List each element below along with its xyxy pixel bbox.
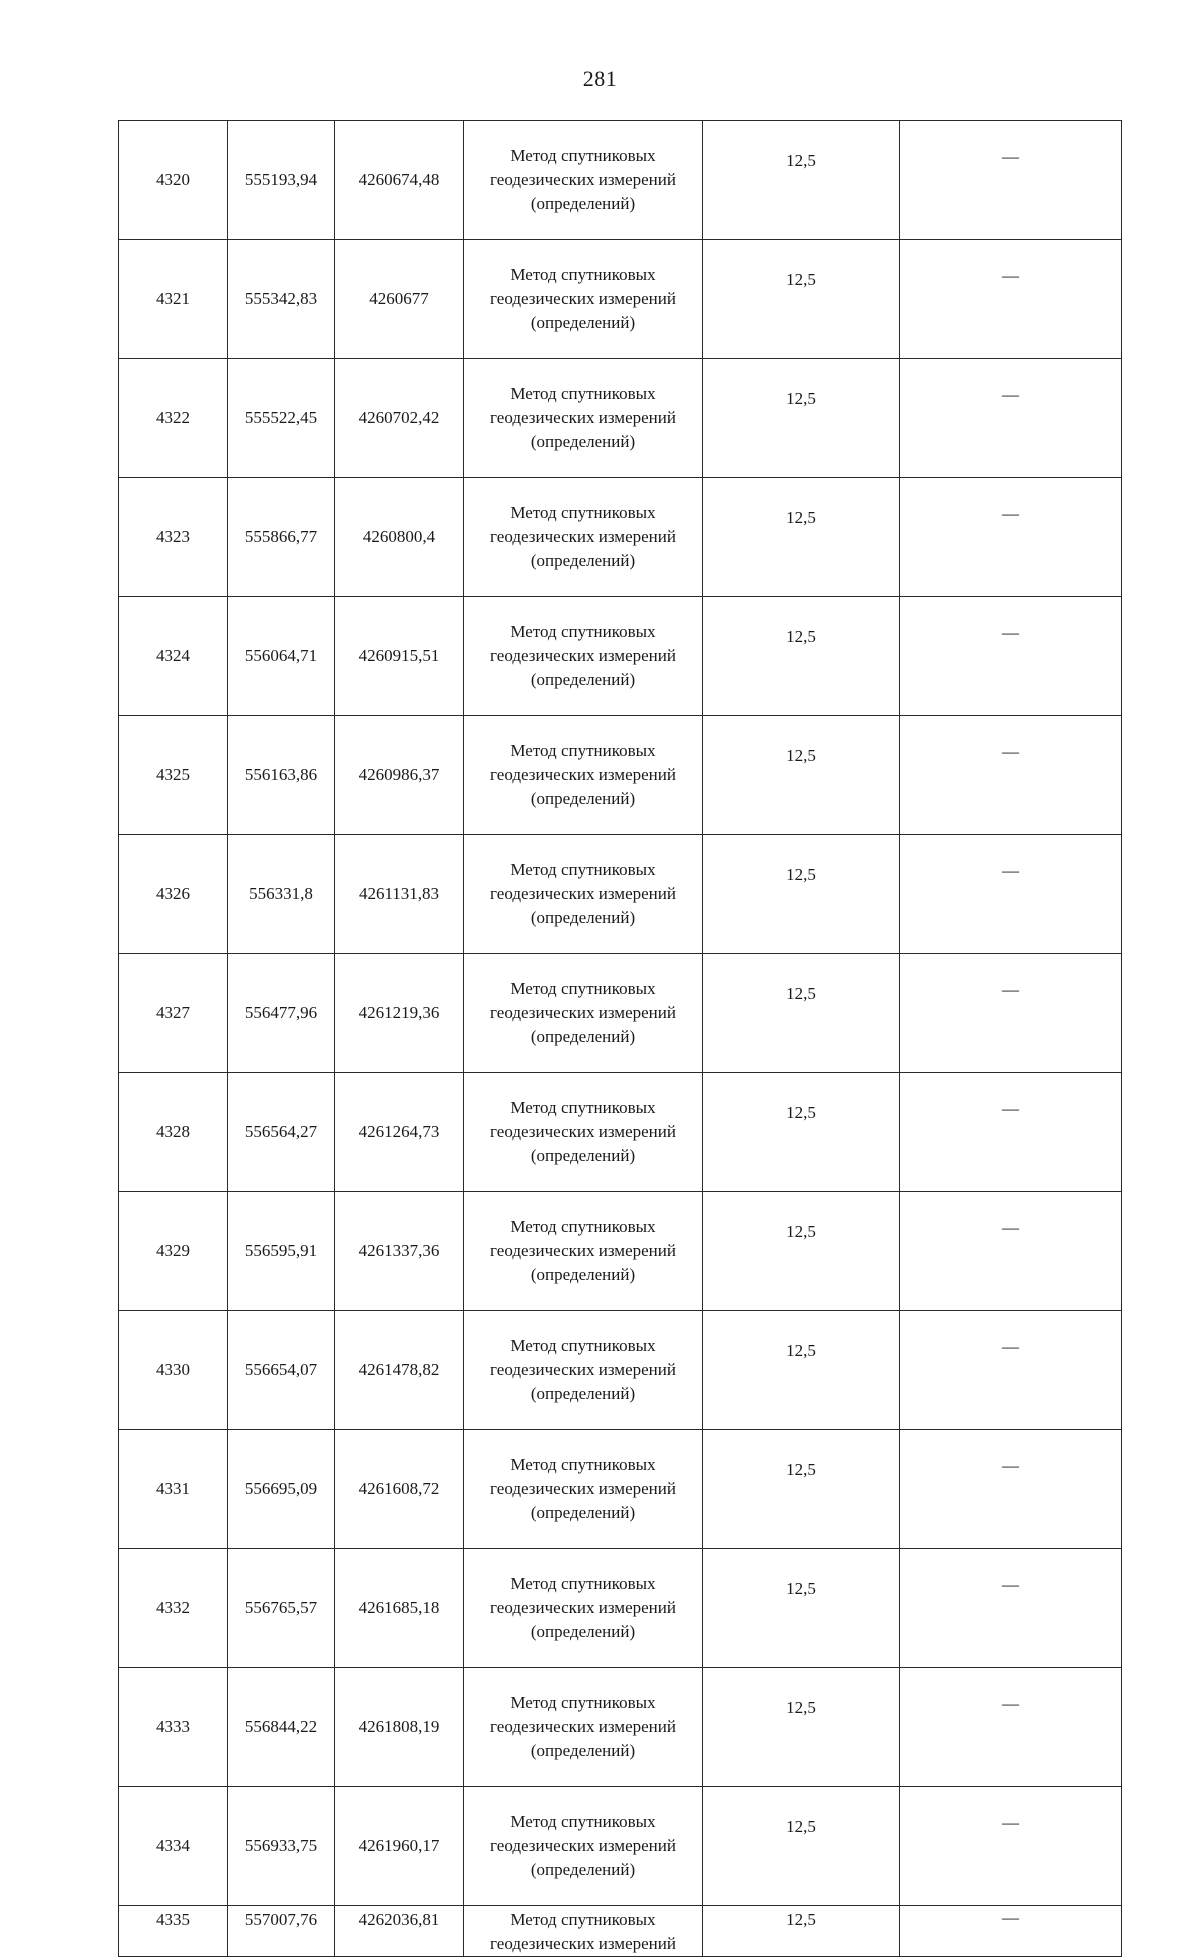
x-coordinate-cell: 555522,45 <box>228 359 335 478</box>
x-coordinate-cell: 556064,71 <box>228 597 335 716</box>
table-row <box>119 835 1122 954</box>
method-text-line: Метод спутниковых <box>510 503 656 522</box>
method-text-line: геодезических измерений <box>490 1122 676 1141</box>
point-number-cell: 4332 <box>119 1549 228 1668</box>
x-coordinate-cell: 555193,94 <box>228 121 335 240</box>
y-coordinate-cell: 4262036,81 <box>335 1906 464 1957</box>
accuracy-cell: 12,5 <box>703 1192 900 1311</box>
x-coordinate-cell: 555866,77 <box>228 478 335 597</box>
method-text-line: геодезических измерений <box>490 1003 676 1022</box>
y-coordinate-cell: 4260674,48 <box>335 121 464 240</box>
accuracy-cell: 12,5 <box>703 1668 900 1787</box>
method-cell <box>464 1192 703 1311</box>
x-coordinate-cell: 556933,75 <box>228 1787 335 1906</box>
x-coordinate-cell: 556765,57 <box>228 1549 335 1668</box>
x-coordinate-cell: 556163,86 <box>228 716 335 835</box>
table-row <box>119 1668 1122 1787</box>
method-text-line: Метод спутниковых <box>510 741 656 760</box>
method-text-line: (определений) <box>530 1622 636 1641</box>
accuracy-cell: 12,5 <box>703 716 900 835</box>
method-text-line: Метод спутниковых <box>510 1910 656 1929</box>
accuracy-cell: 12,5 <box>703 121 900 240</box>
y-coordinate-cell: 4261478,82 <box>335 1311 464 1430</box>
method-text-line: Метод спутниковых <box>510 1217 656 1236</box>
method-text-line: Метод спутниковых <box>510 1693 656 1712</box>
note-cell: — <box>900 121 1122 240</box>
method-cell <box>464 1787 703 1906</box>
point-number-cell: 4326 <box>119 835 228 954</box>
method-cell <box>464 1430 703 1549</box>
method-text-line: геодезических измерений <box>490 884 676 903</box>
point-number-cell: 4335 <box>119 1906 228 1957</box>
note-cell: — <box>900 1311 1122 1430</box>
method-text-line: Метод спутниковых <box>510 384 656 403</box>
table-row <box>119 1549 1122 1668</box>
method-text-line: Метод спутниковых <box>510 146 656 165</box>
accuracy-cell: 12,5 <box>703 1311 900 1430</box>
method-text-line: Метод спутниковых <box>510 1812 656 1831</box>
table-row <box>119 478 1122 597</box>
accuracy-cell: 12,5 <box>703 597 900 716</box>
y-coordinate-cell: 4261219,36 <box>335 954 464 1073</box>
note-cell: — <box>900 835 1122 954</box>
point-number-cell: 4330 <box>119 1311 228 1430</box>
method-text-line: Метод спутниковых <box>510 1098 656 1117</box>
note-cell: — <box>900 478 1122 597</box>
method-text-line: (определений) <box>530 1146 636 1165</box>
point-number-cell: 4325 <box>119 716 228 835</box>
table-row <box>119 1430 1122 1549</box>
method-cell <box>464 1906 703 1957</box>
x-coordinate-cell: 556595,91 <box>228 1192 335 1311</box>
x-coordinate-cell: 556844,22 <box>228 1668 335 1787</box>
coordinates-table <box>118 120 1122 1957</box>
point-number-cell: 4329 <box>119 1192 228 1311</box>
point-number-cell: 4334 <box>119 1787 228 1906</box>
method-text-line: (определений) <box>530 908 636 927</box>
note-cell: — <box>900 716 1122 835</box>
y-coordinate-cell: 4261337,36 <box>335 1192 464 1311</box>
table-row <box>119 1787 1122 1906</box>
accuracy-cell: 12,5 <box>703 1787 900 1906</box>
point-number-cell: 4333 <box>119 1668 228 1787</box>
method-cell <box>464 954 703 1073</box>
method-text-line: Метод спутниковых <box>510 860 656 879</box>
method-cell <box>464 1549 703 1668</box>
x-coordinate-cell: 555342,83 <box>228 240 335 359</box>
y-coordinate-cell: 4260677 <box>335 240 464 359</box>
accuracy-cell: 12,5 <box>703 240 900 359</box>
page-number: 281 <box>582 66 618 91</box>
y-coordinate-cell: 4261608,72 <box>335 1430 464 1549</box>
y-coordinate-cell: 4261808,19 <box>335 1668 464 1787</box>
method-text-line: (определений) <box>530 1503 636 1522</box>
accuracy-cell: 12,5 <box>703 1073 900 1192</box>
method-cell <box>464 1073 703 1192</box>
method-text-line: геодезических измерений <box>490 646 676 665</box>
method-text-line: (определений) <box>530 551 636 570</box>
note-cell: — <box>900 240 1122 359</box>
point-number-cell: 4331 <box>119 1430 228 1549</box>
y-coordinate-cell: 4260986,37 <box>335 716 464 835</box>
method-cell <box>464 359 703 478</box>
accuracy-cell: 12,5 <box>703 954 900 1073</box>
method-text-line: (определений) <box>530 313 636 332</box>
method-text-line: геодезических измерений <box>490 1241 676 1260</box>
note-cell: — <box>900 1549 1122 1668</box>
method-text-line: геодезических измерений <box>490 1934 676 1953</box>
method-text-line: (определений) <box>530 1860 636 1879</box>
x-coordinate-cell: 557007,76 <box>228 1906 335 1957</box>
point-number-cell: 4327 <box>119 954 228 1073</box>
table-row <box>119 1311 1122 1430</box>
coordinates-table-body <box>119 121 1122 1957</box>
table-row <box>119 240 1122 359</box>
method-text-line: Метод спутниковых <box>510 1574 656 1593</box>
method-cell <box>464 1668 703 1787</box>
note-cell: — <box>900 1787 1122 1906</box>
note-cell: — <box>900 597 1122 716</box>
method-text-line: геодезических измерений <box>490 765 676 784</box>
method-cell <box>464 835 703 954</box>
accuracy-cell: 12,5 <box>703 835 900 954</box>
method-cell <box>464 716 703 835</box>
x-coordinate-cell: 556564,27 <box>228 1073 335 1192</box>
method-text-line: (определений) <box>530 670 636 689</box>
method-text-line: (определений) <box>530 1741 636 1760</box>
x-coordinate-cell: 556654,07 <box>228 1311 335 1430</box>
note-cell: — <box>900 1192 1122 1311</box>
method-cell <box>464 240 703 359</box>
method-text-line: геодезических измерений <box>490 170 676 189</box>
method-text-line: геодезических измерений <box>490 527 676 546</box>
note-cell: — <box>900 1668 1122 1787</box>
note-cell: — <box>900 1073 1122 1192</box>
y-coordinate-cell: 4261131,83 <box>335 835 464 954</box>
method-text-line: (определений) <box>530 789 636 808</box>
accuracy-cell: 12,5 <box>703 1906 900 1957</box>
method-text-line: (определений) <box>530 1027 636 1046</box>
table-row <box>119 359 1122 478</box>
y-coordinate-cell: 4261264,73 <box>335 1073 464 1192</box>
accuracy-cell: 12,5 <box>703 1549 900 1668</box>
method-cell <box>464 597 703 716</box>
method-text-line: Метод спутниковых <box>510 1336 656 1355</box>
accuracy-cell: 12,5 <box>703 478 900 597</box>
table-row <box>119 121 1122 240</box>
method-text-line: Метод спутниковых <box>510 622 656 641</box>
point-number-cell: 4322 <box>119 359 228 478</box>
table-row <box>119 597 1122 716</box>
note-cell: — <box>900 359 1122 478</box>
y-coordinate-cell: 4261960,17 <box>335 1787 464 1906</box>
point-number-cell: 4328 <box>119 1073 228 1192</box>
method-text-line: геодезических измерений <box>490 1360 676 1379</box>
table-row <box>119 1906 1122 1957</box>
method-cell <box>464 478 703 597</box>
accuracy-cell: 12,5 <box>703 1430 900 1549</box>
y-coordinate-cell: 4260800,4 <box>335 478 464 597</box>
x-coordinate-cell: 556695,09 <box>228 1430 335 1549</box>
method-text-line: геодезических измерений <box>490 1479 676 1498</box>
method-text-line: геодезических измерений <box>490 289 676 308</box>
point-number-cell: 4320 <box>119 121 228 240</box>
method-text-line: геодезических измерений <box>490 408 676 427</box>
note-cell: — <box>900 1430 1122 1549</box>
y-coordinate-cell: 4260702,42 <box>335 359 464 478</box>
y-coordinate-cell: 4260915,51 <box>335 597 464 716</box>
note-cell: — <box>900 954 1122 1073</box>
table-row <box>119 954 1122 1073</box>
method-cell <box>464 121 703 240</box>
table-row <box>119 1073 1122 1192</box>
note-cell: — <box>900 1906 1122 1957</box>
method-text-line: Метод спутниковых <box>510 979 656 998</box>
x-coordinate-cell: 556477,96 <box>228 954 335 1073</box>
point-number-cell: 4321 <box>119 240 228 359</box>
method-text-line: геодезических измерений <box>490 1598 676 1617</box>
method-cell <box>464 1311 703 1430</box>
method-text-line: (определений) <box>530 432 636 451</box>
table-row <box>119 1192 1122 1311</box>
method-text-line: геодезических измерений <box>490 1717 676 1736</box>
method-text-line: Метод спутниковых <box>510 1455 656 1474</box>
y-coordinate-cell: 4261685,18 <box>335 1549 464 1668</box>
x-coordinate-cell: 556331,8 <box>228 835 335 954</box>
accuracy-cell: 12,5 <box>703 359 900 478</box>
method-text-line: (определений) <box>530 194 636 213</box>
method-text-line: Метод спутниковых <box>510 265 656 284</box>
table-row <box>119 716 1122 835</box>
point-number-cell: 4323 <box>119 478 228 597</box>
method-text-line: (определений) <box>530 1384 636 1403</box>
method-text-line: (определений) <box>530 1265 636 1284</box>
method-text-line: геодезических измерений <box>490 1836 676 1855</box>
point-number-cell: 4324 <box>119 597 228 716</box>
